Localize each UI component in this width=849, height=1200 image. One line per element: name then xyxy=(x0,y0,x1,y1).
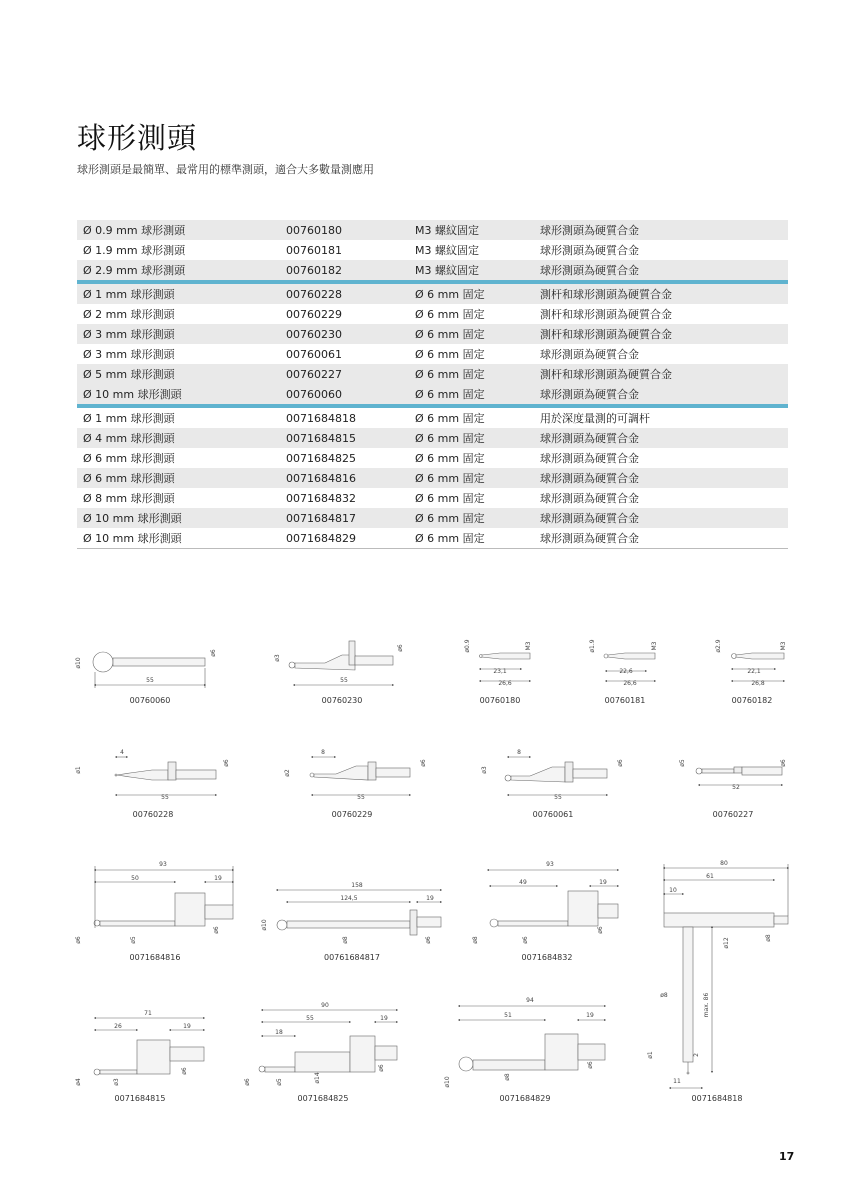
cell-mount: Ø 6 mm 固定 xyxy=(409,324,534,344)
dim-label: 124,5 xyxy=(340,895,358,902)
cell-note: 球形測頭為硬質合金 xyxy=(534,260,788,282)
drawing-0071684825 xyxy=(259,1010,397,1072)
cell-desc: Ø 3 mm 球形測頭 xyxy=(77,324,280,344)
dim-label: ø6 xyxy=(378,1064,385,1072)
drawing-caption: 00760061 xyxy=(532,810,574,819)
dim-label: 55 xyxy=(146,677,154,684)
cell-mount: M3 螺紋固定 xyxy=(415,244,479,257)
drawing-00760229 xyxy=(310,757,410,795)
dim-label: 8 xyxy=(517,749,521,756)
drawing-00760061 xyxy=(505,757,607,795)
dim-label: 10 xyxy=(669,887,677,894)
dim-label: 61 xyxy=(706,873,714,880)
dim-label: 55 xyxy=(554,794,562,801)
page-number: 17 xyxy=(779,1150,795,1163)
cell-mount: Ø 6 mm 固定 xyxy=(415,308,485,321)
cell-desc: Ø 10 mm 球形測頭 xyxy=(77,508,280,528)
dim-label: 22,6 xyxy=(619,668,633,675)
cell-code: 00760180 xyxy=(280,220,409,240)
dim-label: ø10 xyxy=(261,919,268,931)
drawing-00760181 xyxy=(604,653,655,681)
cell-note: 球形測頭為硬質合金 xyxy=(534,508,788,528)
dim-label: 19 xyxy=(214,875,222,882)
cell-note: 球形測頭為硬質合金 xyxy=(540,492,639,505)
dim-label: ø4 xyxy=(75,1078,82,1086)
dim-label: ø6 xyxy=(181,1067,188,1075)
cell-desc: Ø 1 mm 球形測頭 xyxy=(77,282,280,304)
cell-desc: Ø 3 mm 球形測頭 xyxy=(83,348,175,361)
dim-label: 52 xyxy=(732,784,740,791)
cell-note: 測杆和球形測頭為硬質合金 xyxy=(540,308,672,321)
dim-label: ø1.9 xyxy=(589,639,596,653)
cell-note: 球形測頭為硬質合金 xyxy=(534,384,788,406)
dim-label: ø6 xyxy=(397,644,404,652)
dim-label: ø8 xyxy=(504,1073,511,1081)
dim-label: M3 xyxy=(525,641,532,651)
cell-desc: Ø 4 mm 球形測頭 xyxy=(77,428,280,448)
drawing-caption: 00760229 xyxy=(331,810,373,819)
dim-label: 26 xyxy=(114,1023,122,1030)
cell-code: 0071684818 xyxy=(286,411,356,425)
drawing-00760227 xyxy=(696,767,782,785)
dim-label: ø0.9 xyxy=(464,639,471,653)
cell-code: 00760061 xyxy=(286,347,342,361)
dim-label: 19 xyxy=(586,1012,594,1019)
dim-label: 8 xyxy=(321,749,325,756)
dim-label: ø8 xyxy=(342,936,349,944)
page-subtitle: 球形測頭是最簡單、最常用的標準測頭，適合大多數量測應用 xyxy=(77,163,374,176)
dim-label: max. 86 xyxy=(703,992,710,1018)
drawing-caption: 00760180 xyxy=(479,696,521,705)
dim-label: ø8 xyxy=(472,936,479,944)
dim-label: ø6 xyxy=(420,759,427,767)
cell-note: 球形測頭為硬質合金 xyxy=(534,468,788,488)
cell-mount: Ø 6 mm 固定 xyxy=(409,508,534,528)
dim-label: ø14 xyxy=(314,1072,321,1084)
cell-mount: M3 螺紋固定 xyxy=(409,220,534,240)
cell-code: 00760060 xyxy=(280,384,409,406)
drawing-caption: 00760060 xyxy=(129,696,171,705)
dim-label: ø3 xyxy=(113,1078,120,1086)
drawing-caption: 0071684829 xyxy=(499,1094,551,1103)
cell-code: 0071684817 xyxy=(280,508,409,528)
dim-label: ø8 xyxy=(660,992,668,999)
cell-note: 球形測頭為硬質合金 xyxy=(540,452,639,465)
dim-label: 2 xyxy=(693,1053,700,1057)
dim-label: 49 xyxy=(519,879,527,886)
dim-label: ø6 xyxy=(587,1061,594,1069)
cell-note: 球形測頭為硬質合金 xyxy=(534,220,788,240)
dim-label: 4 xyxy=(120,749,124,756)
drawing-caption: 0071684818 xyxy=(691,1094,743,1103)
cell-mount: Ø 6 mm 固定 xyxy=(409,282,534,304)
cell-code: 00760228 xyxy=(280,282,409,304)
drawing-caption: 00760227 xyxy=(712,810,754,819)
dim-label: ø8 xyxy=(765,934,772,942)
cell-code: 0071684816 xyxy=(280,468,409,488)
dim-label: ø6 xyxy=(210,649,217,657)
drawing-0071684816 xyxy=(94,866,233,928)
dim-label: 11 xyxy=(673,1078,681,1085)
cell-mount: Ø 6 mm 固定 xyxy=(409,468,534,488)
dim-label: 158 xyxy=(351,882,363,889)
cell-desc: Ø 6 mm 球形測頭 xyxy=(83,452,175,465)
dim-label: 55 xyxy=(340,677,348,684)
cell-mount: M3 螺紋固定 xyxy=(409,260,534,282)
cell-desc: Ø 8 mm 球形測頭 xyxy=(83,492,175,505)
cell-note: 球形測頭為硬質合金 xyxy=(540,244,639,257)
dim-label: 55 xyxy=(306,1015,314,1022)
drawing-0071684818 xyxy=(664,864,788,1088)
cell-code: 0071684815 xyxy=(280,428,409,448)
cell-code: 00760181 xyxy=(286,243,342,257)
drawing-caption: 0071684825 xyxy=(297,1094,349,1103)
dim-label: ø6 xyxy=(522,936,529,944)
cell-code: 00760230 xyxy=(280,324,409,344)
cell-code: 0071684829 xyxy=(280,528,409,549)
drawing-00760182 xyxy=(732,653,785,681)
drawing-00760228 xyxy=(115,757,216,795)
cell-code: 0071684825 xyxy=(286,451,356,465)
dim-label: 26,8 xyxy=(751,680,765,687)
drawing-caption: 00761684817 xyxy=(324,953,380,962)
dim-label: ø10 xyxy=(75,657,82,669)
dim-label: 51 xyxy=(504,1012,512,1019)
cell-desc: Ø 1 mm 球形測頭 xyxy=(83,412,175,425)
dim-label: M3 xyxy=(651,641,658,651)
cell-desc: Ø 5 mm 球形測頭 xyxy=(77,364,280,384)
cell-mount: Ø 6 mm 固定 xyxy=(409,428,534,448)
cell-mount: Ø 6 mm 固定 xyxy=(415,452,485,465)
cell-mount: Ø 6 mm 固定 xyxy=(415,412,485,425)
drawing-caption: 0071684815 xyxy=(114,1094,166,1103)
dim-label: 26,6 xyxy=(498,680,512,687)
dim-label: 71 xyxy=(144,1010,152,1017)
drawing-0071684829 xyxy=(459,1006,605,1071)
cell-note: 測杆和球形測頭為硬質合金 xyxy=(534,364,788,384)
dim-label: ø6 xyxy=(780,759,787,767)
dim-label: 55 xyxy=(357,794,365,801)
dim-label: ø6 xyxy=(425,936,432,944)
cell-mount: Ø 6 mm 固定 xyxy=(415,348,485,361)
dim-label: ø2.9 xyxy=(715,639,722,653)
cell-code: 00760227 xyxy=(280,364,409,384)
cell-desc: Ø 6 mm 球形測頭 xyxy=(77,468,280,488)
dim-label: ø6 xyxy=(597,926,604,934)
dim-label: 94 xyxy=(526,997,534,1004)
dim-label: ø6 xyxy=(213,926,220,934)
dim-label: ø5 xyxy=(130,936,137,944)
cell-desc: Ø 10 mm 球形測頭 xyxy=(77,528,280,549)
dim-label: 18 xyxy=(275,1029,283,1036)
dim-label: ø2 xyxy=(284,769,291,777)
dim-label: 93 xyxy=(159,861,167,868)
dim-label: ø1 xyxy=(647,1051,654,1059)
dim-label: ø1 xyxy=(75,766,82,774)
dim-label: 19 xyxy=(426,895,434,902)
dim-label: M3 xyxy=(780,641,787,651)
dim-label: 19 xyxy=(380,1015,388,1022)
dim-label: ø5 xyxy=(679,759,686,767)
page-title: 球形測頭 xyxy=(77,121,198,155)
cell-note: 測杆和球形測頭為硬質合金 xyxy=(534,282,788,304)
dim-label: ø6 xyxy=(244,1078,251,1086)
cell-desc: Ø 1.9 mm 球形測頭 xyxy=(83,244,186,257)
cell-note: 用於深度量測的可調杆 xyxy=(540,412,650,425)
cell-desc: Ø 2.9 mm 球形測頭 xyxy=(77,260,280,282)
cell-desc: Ø 2 mm 球形測頭 xyxy=(83,308,175,321)
cell-desc: Ø 10 mm 球形測頭 xyxy=(77,384,280,406)
dim-label: 50 xyxy=(131,875,139,882)
dim-label: 80 xyxy=(720,860,728,867)
dim-label: ø5 xyxy=(276,1078,283,1086)
drawing-caption: 00760181 xyxy=(604,696,646,705)
cell-code: 0071684832 xyxy=(286,491,356,505)
dim-label: 19 xyxy=(599,879,607,886)
dim-label: ø12 xyxy=(723,937,730,949)
dim-label: 55 xyxy=(161,794,169,801)
dim-label: 23,1 xyxy=(493,668,507,675)
drawing-caption: 0071684816 xyxy=(129,953,181,962)
cell-code: 00760229 xyxy=(286,307,342,321)
drawing-caption: 0071684832 xyxy=(521,953,573,962)
dim-label: 90 xyxy=(321,1002,329,1009)
cell-note: 球形測頭為硬質合金 xyxy=(534,528,788,549)
dim-label: ø3 xyxy=(274,654,281,662)
dim-label: ø6 xyxy=(75,936,82,944)
dim-label: ø10 xyxy=(444,1076,451,1088)
cell-mount: Ø 6 mm 固定 xyxy=(409,364,534,384)
drawing-00761684817 xyxy=(277,890,441,935)
cell-mount: Ø 6 mm 固定 xyxy=(415,492,485,505)
dim-label: 22,1 xyxy=(747,668,761,675)
drawing-caption: 00760182 xyxy=(731,696,773,705)
dim-label: 26,6 xyxy=(623,680,637,687)
cell-mount: Ø 6 mm 固定 xyxy=(409,528,534,549)
dim-label: 19 xyxy=(183,1023,191,1030)
drawing-00760180 xyxy=(480,653,531,681)
cell-desc: Ø 0.9 mm 球形測頭 xyxy=(77,220,280,240)
drawing-caption: 00760228 xyxy=(132,810,174,819)
dim-label: ø6 xyxy=(617,759,624,767)
cell-note: 球形測頭為硬質合金 xyxy=(534,428,788,448)
dim-label: ø6 xyxy=(223,759,230,767)
cell-note: 球形測頭為硬質合金 xyxy=(540,348,639,361)
cell-mount: Ø 6 mm 固定 xyxy=(409,384,534,406)
drawing-caption: 00760230 xyxy=(321,696,363,705)
cell-note: 測杆和球形測頭為硬質合金 xyxy=(534,324,788,344)
cell-code: 00760182 xyxy=(280,260,409,282)
dim-label: 93 xyxy=(546,861,554,868)
dim-label: ø3 xyxy=(481,766,488,774)
